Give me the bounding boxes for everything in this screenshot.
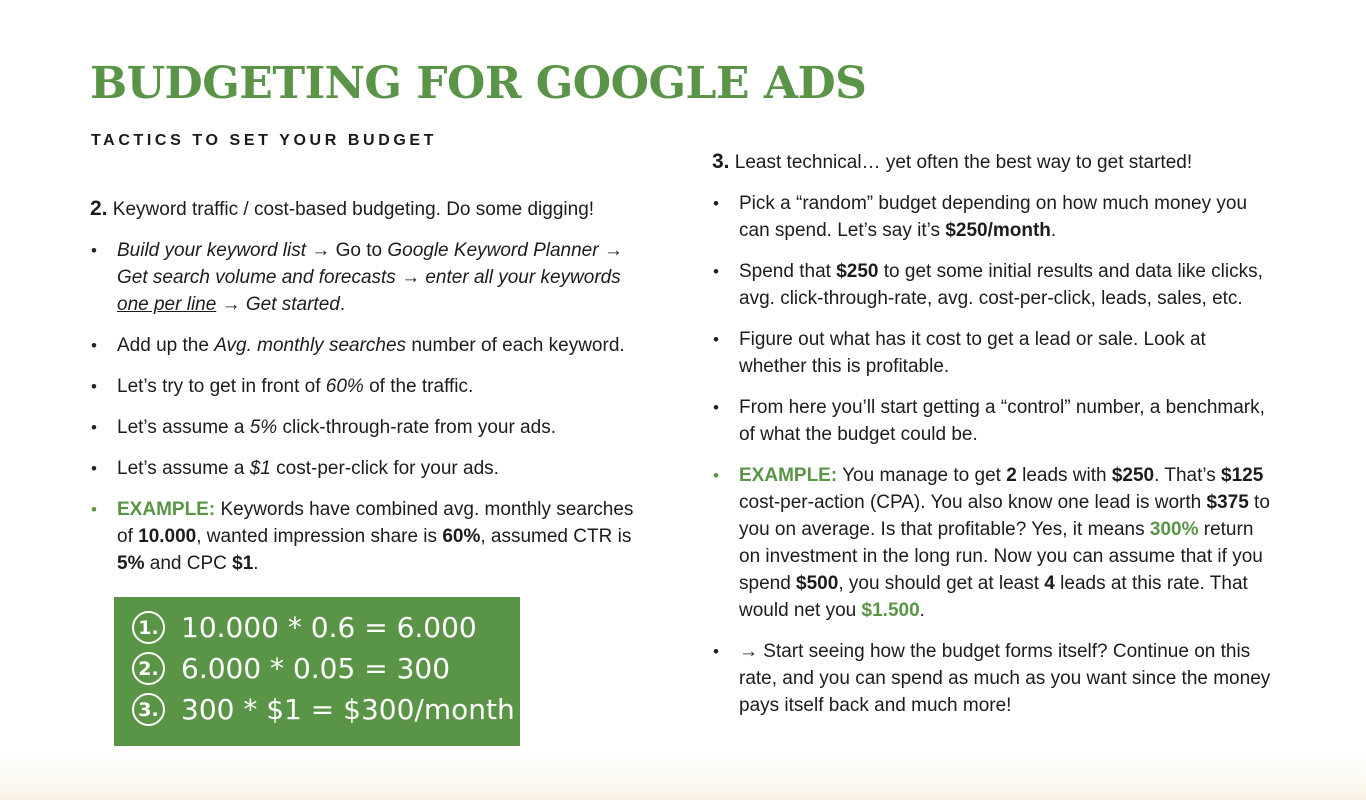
text-run: leads with <box>1016 465 1112 486</box>
text-run: Let’s assume a <box>117 458 250 479</box>
text-run: From here you’ll start getting a “control” number, a benchmark, of what the budget could be. <box>739 397 1265 445</box>
bold-value: 2 <box>1006 465 1017 486</box>
bottom-background-band <box>0 752 1366 800</box>
text-run: → Go to <box>306 240 388 261</box>
step-number-badge: 2. <box>132 652 165 685</box>
bold-value: $250 <box>836 261 879 282</box>
calc-line <box>132 607 520 648</box>
highlight-value: 300% <box>1149 519 1199 540</box>
list-item <box>712 638 1272 719</box>
text-run: Spend that <box>739 261 837 282</box>
calc-text: 10.000 * 0.6 = 6.000 <box>181 611 477 644</box>
text-run: number of each keyword. <box>406 335 625 356</box>
section-number: 3. <box>712 150 730 173</box>
text-run: of the traffic. <box>363 376 474 397</box>
bold-value: $250/month <box>945 220 1051 241</box>
text-run: and CPC <box>144 553 233 574</box>
text-run: Add up the <box>117 335 215 356</box>
underlined-emphasis: one per line <box>117 294 217 315</box>
emphasis: Avg. monthly searches <box>214 335 407 356</box>
example-list-item <box>712 462 1272 624</box>
calc-line <box>132 689 520 730</box>
text-run: → <box>598 240 623 261</box>
calc-text: 300 * $1 = $300/month <box>181 693 515 726</box>
emphasis: Get search volume and forecasts → enter all your keywords <box>117 267 621 288</box>
text-run: cost-per-click for your ads. <box>270 458 499 479</box>
emphasis: 5% <box>249 417 278 438</box>
text-run: Let’s assume a <box>117 417 250 438</box>
page-title: BUDGETING FOR GOOGLE ADS <box>90 58 867 109</box>
bold-value: $250 <box>1111 465 1155 486</box>
emphasis: → Get started <box>216 294 340 315</box>
example-label: EXAMPLE: <box>739 465 838 486</box>
left-column <box>90 195 650 591</box>
text-run: Keywords have combined avg. monthly searches of <box>117 499 634 547</box>
emphasis: $1 <box>249 458 271 479</box>
bold-value: $500 <box>796 573 839 594</box>
bold-value: 5% <box>117 553 145 574</box>
text-run: . That’s <box>1154 465 1222 486</box>
list-item <box>90 414 650 441</box>
right-column <box>712 148 1272 733</box>
highlight-value: $1.500 <box>861 600 920 621</box>
example-label: EXAMPLE: <box>117 499 216 520</box>
calc-line <box>132 648 520 689</box>
bold-value: $1 <box>232 553 254 574</box>
text-run: cost-per-action (CPA). You also know one lead is worth <box>739 492 1207 513</box>
text-run: to get some initial results and data like clicks, avg. click-through-rate, avg. cost-per-click, leads, sales, etc. <box>739 261 1263 309</box>
section-2-heading <box>90 195 650 223</box>
list-item <box>712 326 1272 380</box>
list-item <box>90 332 650 359</box>
section-number: 2. <box>90 197 108 220</box>
text-run: You manage to get <box>837 465 1007 486</box>
emphasis: Google Keyword Planner <box>387 240 599 261</box>
text-run: . <box>339 294 346 315</box>
section-3-heading <box>712 148 1272 176</box>
text-run: leads at this rate. That would net you <box>739 573 1248 621</box>
calculation-box <box>114 597 520 746</box>
bold-value: 10.000 <box>138 526 197 547</box>
section-heading-text: Least technical… yet often the best way to get started! <box>734 152 1193 173</box>
list-item <box>712 394 1272 448</box>
text-run: Pick a “random” budget depending on how much money you can spend. Let’s say it’s <box>739 193 1248 241</box>
example-list-item <box>90 496 650 577</box>
right-bullet-list <box>712 190 1272 719</box>
text-run: Let’s try to get in front of <box>117 376 326 397</box>
text-run: . <box>1050 220 1057 241</box>
text-run: , you should get at least <box>838 573 1045 594</box>
text-run: click-through-rate from your ads. <box>277 417 556 438</box>
list-item <box>90 237 650 318</box>
emphasis: 60% <box>325 376 364 397</box>
text-run: Figure out what has it cost to get a lead or sale. Look at whether this is profitable. <box>739 329 1206 377</box>
text-run: . <box>253 553 259 574</box>
step-number-badge: 1. <box>132 611 165 644</box>
bold-value: $375 <box>1206 492 1249 513</box>
calc-text: 6.000 * 0.05 = 300 <box>181 652 451 685</box>
page-subtitle: TACTICS TO SET YOUR BUDGET <box>91 132 438 149</box>
step-number-badge: 3. <box>132 693 165 726</box>
text-run: , wanted impression share is <box>196 526 443 547</box>
list-item <box>712 258 1272 312</box>
list-item <box>90 373 650 400</box>
list-item <box>90 455 650 482</box>
section-heading-text: Keyword traffic / cost-based budgeting. Do some digging! <box>112 199 595 220</box>
text-run: . <box>919 600 925 621</box>
text-run: , assumed CTR is <box>480 526 632 547</box>
emphasis: Build your keyword list <box>117 240 307 261</box>
text-run: to you on average. Is that profitable? Yes, it means <box>739 492 1270 540</box>
bold-value: 4 <box>1044 573 1055 594</box>
text-run: return on investment in the long run. Now you can assume that if you spend <box>739 519 1263 594</box>
bold-value: 60% <box>442 526 481 547</box>
left-bullet-list <box>90 237 650 577</box>
list-item <box>712 190 1272 244</box>
text-run: → Start seeing how the budget forms itself? Continue on this rate, and you can spend as much as you want since the money pays itself back and much more! <box>739 641 1271 716</box>
bold-value: $125 <box>1221 465 1264 486</box>
